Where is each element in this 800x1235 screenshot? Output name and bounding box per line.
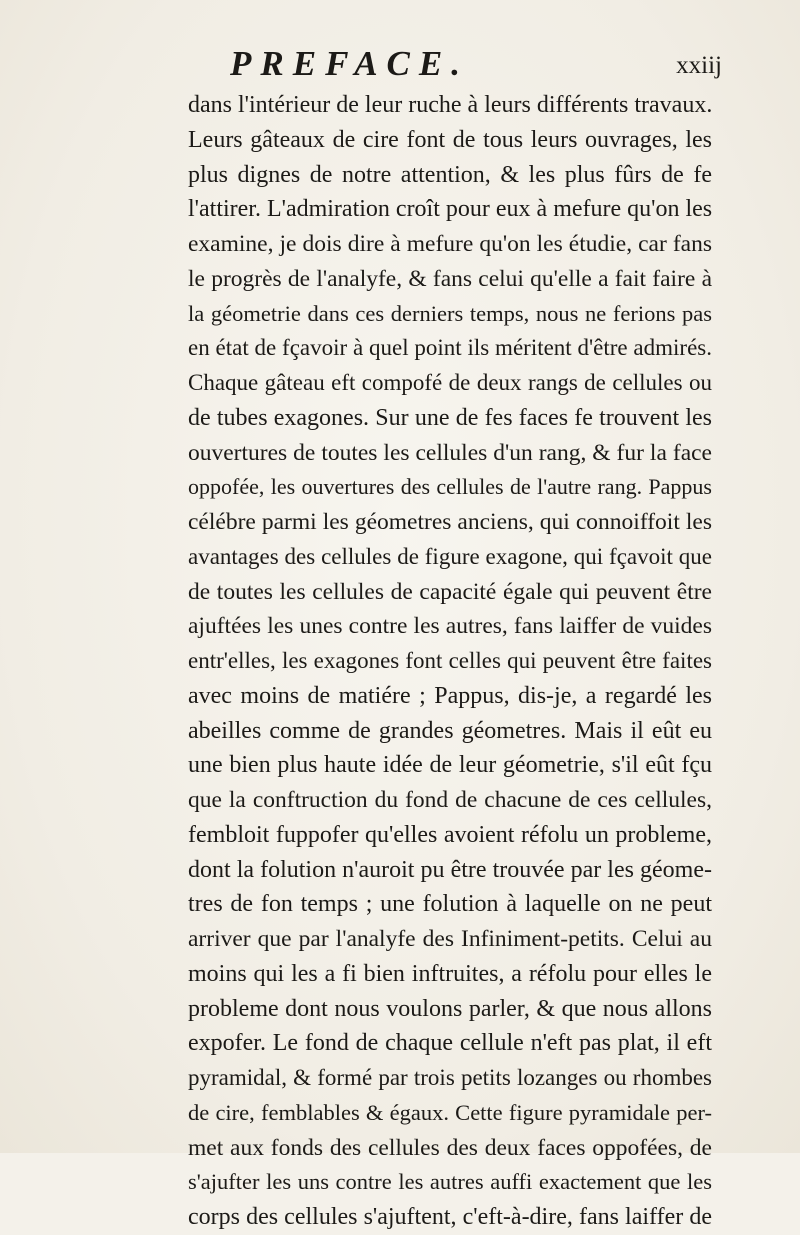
text-line: abeilles comme de grandes géometres. Mais il eût eu	[188, 717, 712, 744]
running-title: PREFACE.	[230, 44, 469, 83]
text-line: de toutes les cellules de capacité égale qui peuvent être	[188, 578, 712, 605]
text-line: une bien plus haute idée de leur géometrie, s'il eût fçu	[188, 752, 712, 779]
text-line: le progrès de l'analyfe, & fans celui qu'elle a fait faire à	[188, 265, 712, 292]
body-text	[188, 88, 712, 1235]
text-line: de cire, femblables & égaux. Cette figure pyramidale per-	[188, 1099, 712, 1125]
text-line: que la conftruction du fond de chacune de ces cellules,	[188, 787, 712, 813]
text-line: ajuftées les unes contre les autres, fans laiffer de vuides	[188, 613, 712, 640]
text-line: s'ajufter les uns contre les autres auffi exactement que les	[188, 1169, 712, 1195]
text-line: dont la folution n'auroit pu être trouvée par les géome-	[188, 856, 712, 883]
text-line: l'attirer. L'admiration croît pour eux à mefure qu'on les	[188, 196, 713, 223]
text-line: avantages des cellules de figure exagone, qui fçavoit que	[188, 543, 712, 569]
running-head	[178, 44, 722, 84]
text-line: met aux fonds des cellules des deux faces oppofées, de	[188, 1134, 712, 1161]
text-line: plus dignes de notre attention, & les plus fûrs de fe	[188, 161, 712, 188]
text-line: corps des cellules s'ajuftent, c'eft-à-dire, fans laiffer de	[188, 1204, 712, 1230]
text-line: la géometrie dans ces derniers temps, nous ne ferions pas	[188, 300, 712, 326]
text-line: Leurs gâteaux de cire font de tous leurs ouvrages, les	[188, 126, 712, 153]
text-line: Chaque gâteau eft compofé de deux rangs de cellules ou	[188, 370, 712, 395]
text-line: célébre parmi les géometres anciens, qui connoiffoit les	[188, 509, 712, 535]
text-line: arriver que par l'analyfe des Infiniment-petits. Celui au	[188, 926, 712, 952]
text-line: avec moins de matiére ; Pappus, dis-je, a regardé les	[188, 682, 712, 709]
text-line: examine, je dois dire à mefure qu'on les étudie, car fans	[188, 231, 712, 257]
text-line: dans l'intérieur de leur ruche à leurs différents travaux.	[188, 92, 713, 118]
text-line: moins qui les a fi bien inftruites, a réfolu pour elles le	[188, 960, 712, 987]
text-line: ouvertures de toutes les cellules d'un rang, & fur la face	[188, 439, 712, 466]
text-line: de tubes exagones. Sur une de fes faces fe trouvent les	[188, 404, 712, 431]
text-line: pyramidal, & formé par trois petits lozanges ou rhombes	[188, 1065, 712, 1090]
page-number: xxiij	[676, 52, 722, 79]
text-line: expofer. Le fond de chaque cellule n'eft pas plat, il eft	[188, 1030, 712, 1057]
text-line: probleme dont nous voulons parler, & que nous allons	[188, 995, 712, 1022]
text-line: tres de fon temps ; une folution à laquelle on ne peut	[188, 891, 712, 918]
text-line: fembloit fuppofer qu'elles avoient réfolu un probleme,	[188, 821, 712, 848]
text-line: en état de fçavoir à quel point ils méritent d'être admirés.	[188, 335, 712, 361]
text-line: oppofée, les ouvertures des cellules de l'autre rang. Pappus	[188, 474, 712, 500]
text-line: entr'elles, les exagones font celles qui peuvent être faites	[188, 648, 712, 673]
